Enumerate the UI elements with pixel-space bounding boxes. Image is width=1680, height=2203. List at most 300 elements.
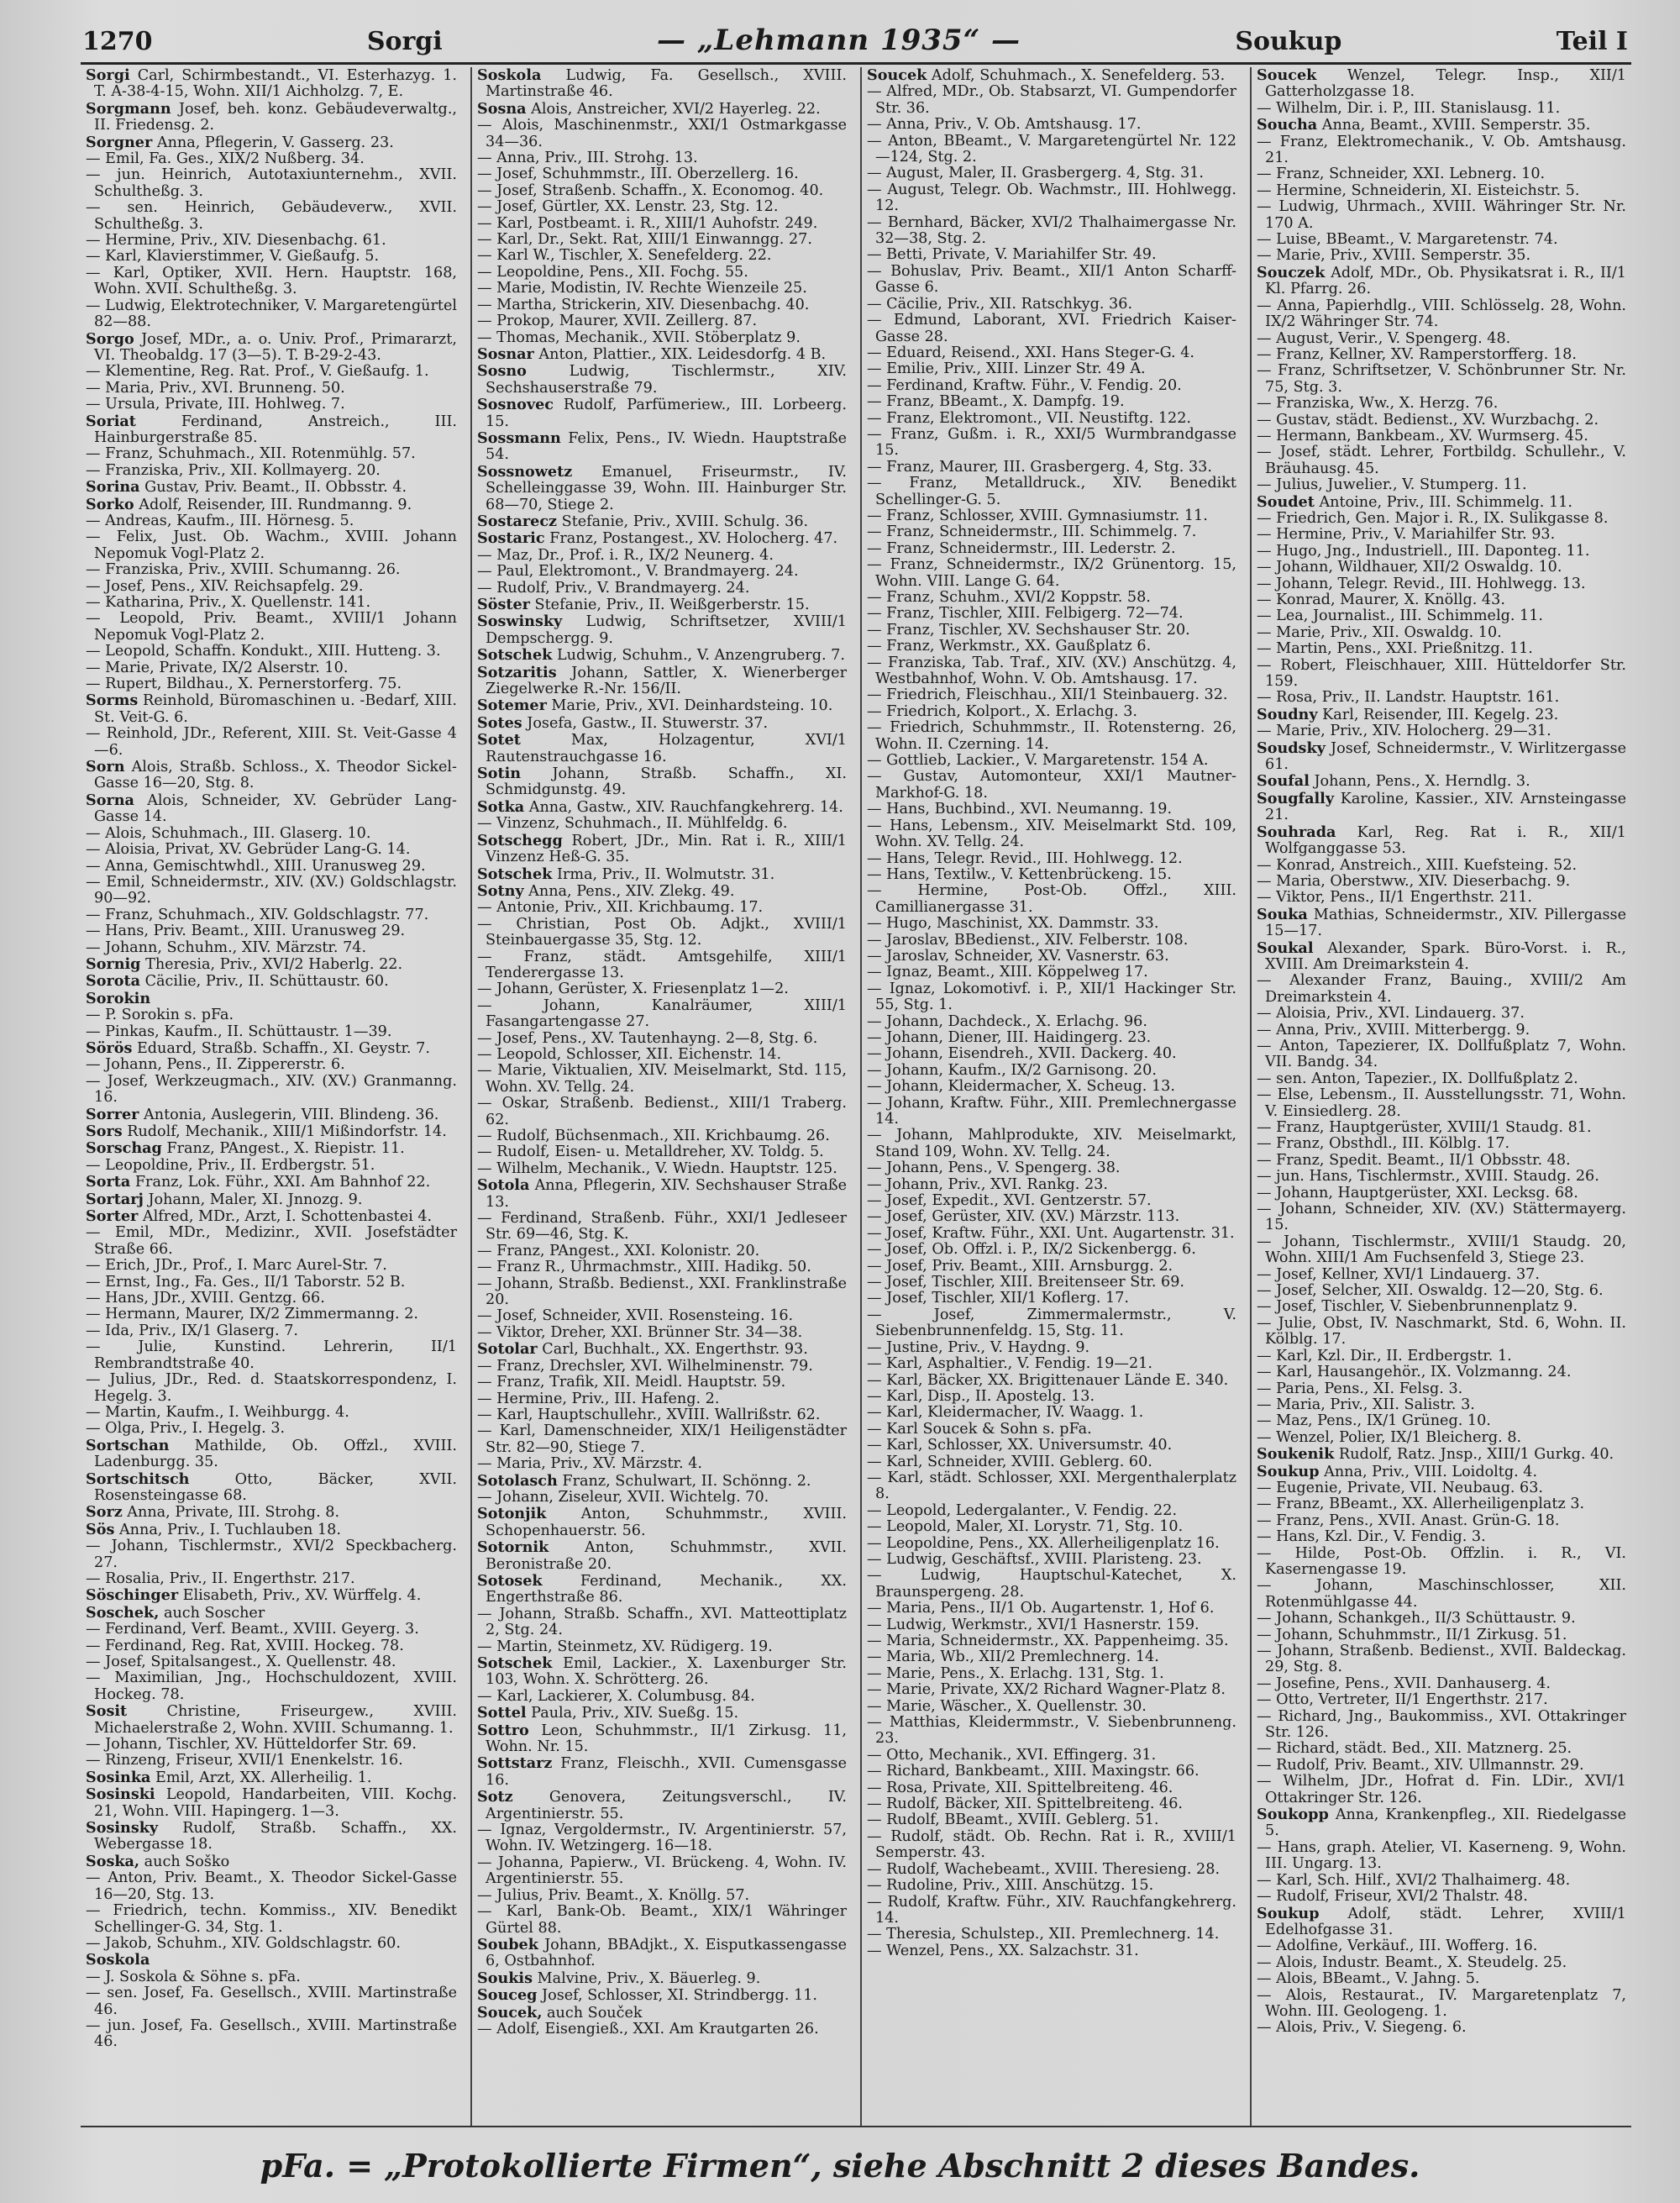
directory-entry: — Franz, Tischler, XV. Sechshauser Str. 20. — [867, 621, 1190, 639]
directory-entry: — Alfred, MDr., Ob. Stabsarzt, VI. Gumpendorfer Str. 36. — [867, 83, 1236, 117]
directory-entry: — Josef, Werkzeugmach., XIV. (XV.) Granmanng. 16. — [86, 1072, 457, 1107]
column-1 — [81, 67, 462, 2126]
directory-entry: — Hans, Telegr. Revid., III. Hohlwegg. 12. — [867, 849, 1183, 867]
directory-entry: — Rudoline, Priv., XIII. Anschützg. 15. — [867, 1877, 1154, 1895]
directory-entry: — Franz, Schuhmach., XII. Rotenmühlg. 57. — [86, 445, 416, 463]
directory-entry: Soukenik Rudolf, Ratz. Jnsp., XIII/1 Gurkg. 40. — [1257, 1445, 1614, 1464]
directory-entry: — Hermann, Maurer, IX/2 Zimmermanng. 2. — [86, 1306, 418, 1323]
header-rule — [81, 62, 1631, 65]
directory-entry: — Christian, Post Ob. Adjkt., XVIII/1 Steinbauergasse 35, Stg. 12. — [477, 915, 847, 949]
directory-entry: — Anton, Tapezierer, IX. Dollfußplatz 7, Wohn. VII. Bandg. 34. — [1257, 1037, 1626, 1071]
directory-entry: Söschinger Elisabeth, Priv., XV. Würffelg. 4. — [86, 1586, 422, 1605]
directory-entry: — August, Verir., V. Spengerg. 48. — [1257, 329, 1511, 347]
directory-entry: Sotosek Ferdinand, Mechanik., XX. Engerthstraße 86. — [477, 1571, 847, 1606]
directory-entry: Sosnovec Rudolf, Parfümeriew., III. Lorbeerg. 15. — [477, 396, 847, 430]
directory-entry: — Wilhelm, JDr., Hofrat d. Fin. LDir., XVI/1 Ottakringer Str. 126. — [1257, 1773, 1626, 1806]
directory-entry: — Anna, Priv., V. Ob. Amtshausg. 17. — [867, 116, 1142, 134]
directory-entry: — Leopoldine, Priv., II. Erdbergstr. 51. — [86, 1156, 375, 1174]
directory-entry: — Franz, Schneidermstr., III. Lederstr. 2. — [867, 539, 1176, 557]
directory-entry: — Johann, Eisendreh., XVII. Dackerg. 40. — [867, 1045, 1177, 1063]
directory-entry: Soska, auch Soško — [86, 1852, 230, 1870]
directory-entry: — Marie, Priv., XII. Oswaldg. 10. — [1257, 623, 1502, 641]
directory-entry: Sotschek Ludwig, Schuhm., V. Anzengruberg. 7. — [477, 646, 845, 665]
directory-entry: Soucek Wenzel, Telegr. Insp., XII/1 Gatterholzgasse 18. — [1257, 67, 1626, 101]
directory-entry: — Pinkas, Kaufm., II. Schüttaustr. 1—39. — [86, 1023, 392, 1040]
directory-entry: — Hermine, Post-Ob. Offzl., XIII. Camillianergasse 31. — [867, 882, 1236, 916]
directory-entry: — Anna, Priv., XVIII. Mitterbergg. 9. — [1257, 1021, 1530, 1038]
directory-entry: — Josef, Priv. Beamt., XIII. Arnsburgg. 2. — [867, 1257, 1173, 1275]
directory-entry: Sornig Theresia, Priv., XVI/2 Haberlg. 22. — [86, 954, 403, 973]
page-number: 1270 — [82, 27, 153, 56]
directory-entry: — Karl, Kleidermacher, IV. Waagg. 1. — [867, 1404, 1144, 1422]
directory-entry: — Leopold, Maler, XI. Lorystr. 71, Stg. 10. — [867, 1518, 1184, 1536]
directory-entry: Soufal Johann, Pens., X. Herndlg. 3. — [1257, 772, 1530, 791]
directory-entry: — Ferdinand, Straßenb. Führ., XXI/1 Jedleseer Str. 69—46, Stg. K. — [477, 1210, 847, 1243]
directory-entry: — Hilde, Post-Ob. Offzlin. i. R., VI. Kasernengasse 19. — [1257, 1544, 1626, 1578]
directory-entry: — Josef, Kellner, XVI/1 Lindauerg. 37. — [1257, 1265, 1540, 1283]
directory-entry: — Franz, PAngest., XXI. Kolonistr. 20. — [477, 1242, 760, 1259]
directory-entry: — Johann, Straßb. Schaffn., XVI. Matteottiplatz 2, Stg. 24. — [477, 1605, 847, 1639]
directory-entry: — Josef, Expedit., XVI. Gentzerstr. 57. — [867, 1192, 1152, 1210]
directory-entry: — Franz, städt. Amtsgehilfe, XIII/1 Tenderergasse 13. — [477, 948, 847, 981]
directory-entry: — Franziska, Tab. Traf., XIV. (XV.) Anschützg. 4, Westbahnhof, Wohn. V. Ob. Amtshausg. 17. — [867, 654, 1236, 688]
directory-entry: — Johann, Schankgeh., II/3 Schüttaustr. 9. — [1257, 1610, 1576, 1627]
directory-entry: Sotz Genovera, Zeitungsverschl., IV. Argentinierstr. 55. — [477, 1788, 847, 1822]
directory-entry: — Johann, Gerüster, X. Friesenplatz 1—2. — [477, 981, 789, 998]
directory-entry: — Rudolf, Eisen- u. Metalldreher, XV. Toldg. 5. — [477, 1144, 824, 1161]
directory-entry: — Johann, Telegr. Revid., III. Hohlwegg. 13. — [1257, 575, 1586, 592]
directory-entry: Soukis Malvine, Priv., X. Bäuerleg. 9. — [477, 1969, 761, 1987]
directory-entry: — Maria, Priv., XV. Märzstr. 4. — [477, 1455, 702, 1473]
directory-entry: — sen. Anton, Tapezier., IX. Dollfußplatz 2. — [1257, 1070, 1578, 1087]
directory-entry: — Karl, Lackierer, X. Columbusg. 84. — [477, 1687, 755, 1705]
directory-entry: — Franz, Schuhm., XVI/2 Koppstr. 58. — [867, 589, 1151, 606]
directory-entry: — Johann, Hauptgerüster, XXI. Lecksg. 68. — [1257, 1184, 1578, 1201]
directory-entry: — Johann, Dachdeck., X. Erlachg. 96. — [867, 1012, 1147, 1030]
directory-entry: — Viktor, Dreher, XXI. Brünner Str. 34—38. — [477, 1323, 803, 1341]
directory-entry: — Franz, Maurer, III. Grasbergerg. 4, Stg. 33. — [867, 458, 1212, 476]
directory-entry: — Hans, Textilw., V. Kettenbrückeng. 15. — [867, 865, 1172, 883]
directory-entry: — Johann, Straßb. Bedienst., XXI. Franklinstraße 20. — [477, 1275, 847, 1309]
directory-entry: — Ernst, Ing., Fa. Ges., II/1 Taborstr. 52 B. — [86, 1273, 406, 1291]
directory-entry: — Thomas, Mechanik., XVII. Stöberplatz 9. — [477, 329, 801, 346]
directory-entry: Sorina Gustav, Priv. Beamt., II. Obbsstr. 4. — [86, 478, 407, 497]
directory-entry: — Josef, Tischler, V. Siebenbrunnenplatz 9. — [1257, 1298, 1578, 1316]
directory-entry: — Karl, Sch. Hilf., XVI/2 Thalhaimerg. 48. — [1257, 1871, 1571, 1889]
part-label: Teil I — [1556, 27, 1628, 56]
directory-entry: — Karl, Schneider, XVIII. Geblerg. 60. — [867, 1453, 1152, 1470]
directory-entry: — Anton, BBeamt., V. Margaretengürtel Nr. 122—124, Stg. 2. — [867, 132, 1236, 166]
directory-entry: Sosnar Anton, Plattier., XIX. Leidesdorfg. 4 B. — [477, 344, 827, 363]
directory-entry: — Maz, Pens., IX/1 Grüneg. 10. — [1257, 1412, 1491, 1430]
directory-entry: — Emilie, Priv., XIII. Linzer Str. 49 A. — [867, 360, 1146, 378]
directory-entry: — Hans, graph. Atelier, VI. Kaserneng. 9, Wohn. III. Ungarg. 13. — [1257, 1838, 1626, 1873]
directory-entry: — Wenzel, Polier, IX/1 Bleicherg. 8. — [1257, 1428, 1522, 1446]
directory-entry: — Eduard, Reisend., XXI. Hans Steger-G. 4. — [867, 344, 1195, 361]
directory-entry: Sorgo Josef, MDr., a. o. Univ. Prof., Primararzt, VI. Theobaldg. 17 (3—5). T. B-29-2-43. — [86, 329, 457, 364]
directory-entry: Sotes Josefa, Gastw., II. Stuwerstr. 37. — [477, 713, 769, 732]
directory-entry: Sosinka Emil, Arzt, XX. Allerheilig. 1. — [86, 1768, 372, 1786]
directory-entry: — Josef, Gerüster, XIV. (XV.) Märzstr. 113. — [867, 1208, 1180, 1226]
directory-entry: — Franz, Obsthdl., III. Kölblg. 17. — [1257, 1135, 1510, 1153]
directory-entry: — Rudolf, Bäcker, XII. Spittelbreiteng. 46. — [867, 1796, 1184, 1813]
directory-entry: — Franz, Pens., XVII. Anast. Grün-G. 18. — [1257, 1512, 1560, 1529]
directory-entry: — Josef, städt. Lehrer, Fortbildg. Schullehr., V. Bräuhausg. 45. — [1257, 444, 1626, 477]
directory-entry: — Rudolf, Wachebeamt., XVIII. Theresieng. 28. — [867, 1860, 1221, 1878]
directory-entry: — Anna, Gemischtwhdl., XIII. Uranusweg 29. — [86, 857, 426, 875]
directory-entry: — Friedrich, Kolport., X. Erlachg. 3. — [867, 702, 1138, 720]
directory-entry: Söster Stefanie, Priv., II. Weißgerberstr. 15. — [477, 596, 810, 613]
directory-entry: — Adolfine, Verkäuf., III. Wofferg. 16. — [1257, 1937, 1538, 1955]
directory-entry: — Ludwig, Elektrotechniker, V. Margaretengürtel 82—88. — [86, 297, 457, 331]
directory-entry: — Marie, Modistin, IV. Rechte Wienzeile 25. — [477, 280, 807, 297]
directory-entry: — Marie, Priv., XIV. Holocherg. 29—31. — [1257, 723, 1551, 740]
directory-entry: Sougfally Karoline, Kassier., XIV. Arnsteingasse 21. — [1257, 789, 1626, 824]
directory-entry: — Hans, Lebensm., XIV. Meiselmarkt Std. 109, Wohn. XV. Tellg. 24. — [867, 817, 1236, 851]
directory-entry: — Alois, Industr. Beamt., X. Steudelg. 25. — [1257, 1953, 1567, 1971]
directory-entry: — Johann, Straßenb. Bedienst., XVII. Baldeckag. 29, Stg. 8. — [1257, 1643, 1626, 1676]
directory-entry: — Karl, Dr., Sekt. Rat, XIII/1 Einwanngg. 27. — [477, 231, 812, 249]
directory-entry: — Franz, BBeamt., X. Dampfg. 19. — [867, 393, 1125, 411]
footer-rule — [81, 2126, 1631, 2127]
directory-entry: — Ferdinand, Reg. Rat, XVIII. Hockeg. 78. — [86, 1637, 404, 1654]
directory-entry: — Franz, Metalldruck., XIV. Benedikt Schellinger-G. 5. — [867, 475, 1236, 508]
directory-entry: Soubek Johann, BBAdjkt., X. Eisputkassengasse 6, Ostbahnhof. — [477, 1935, 847, 1970]
directory-entry: — Alois, Maschinenmstr., XXI/1 Ostmarkgasse 34—36. — [477, 117, 847, 150]
directory-entry: — Friedrich, Gen. Major i. R., IX. Sulikgasse 8. — [1257, 509, 1609, 527]
directory-entry: Sosno Ludwig, Tischlermstr., XIV. Sechshauserstraße 79. — [477, 362, 847, 397]
directory-entry: — Franz, Spedit. Beamt., II/1 Obbsstr. 48. — [1257, 1151, 1571, 1169]
directory-entry: — Marie, Priv., XVIII. Semperstr. 35. — [1257, 247, 1531, 265]
directory-entry: — Johann, Tischlermstr., XVI/2 Speckbacherg. 27. — [86, 1538, 457, 1571]
directory-entry: — Hans, JDr., XVIII. Gentzg. 66. — [86, 1290, 325, 1307]
directory-entry: — Anna, Priv., III. Strohg. 13. — [477, 150, 698, 167]
directory-entry: — Otto, Vertreter, II/1 Engerthstr. 217. — [1257, 1691, 1548, 1709]
directory-entry: Sorschag Franz, PAngest., X. Riepistr. 11. — [86, 1139, 405, 1158]
directory-entry: Sorgner Anna, Pflegerin, V. Gasserg. 23. — [86, 133, 394, 151]
directory-entry: — Franz, Kellner, XV. Ramperstorfferg. 18. — [1257, 345, 1577, 363]
directory-entry: — Erich, JDr., Prof., I. Marc Aurel-Str. 7. — [86, 1257, 387, 1275]
directory-entry: — Bernhard, Bäcker, XVI/2 Thalhaimergasse Nr. 32—38, Stg. 2. — [867, 213, 1236, 248]
directory-entry: — Franz, BBeamt., XX. Allerheiligenplatz 3. — [1257, 1496, 1585, 1513]
directory-entry: — Karl, Schlosser, XX. Universumstr. 40. — [867, 1437, 1173, 1454]
directory-entry: — Maria, Oberstww., XIV. Dieserbachg. 9. — [1257, 872, 1571, 890]
directory-entry: — Rudolf, Priv. Beamt., XIV. Ullmannstr. 29. — [1257, 1756, 1584, 1774]
directory-entry: — Josef, Kraftw. Führ., XXI. Unt. Augartenstr. 31. — [867, 1224, 1235, 1242]
directory-entry: Souhrada Karl, Reg. Rat i. R., XII/1 Wolfganggasse 53. — [1257, 823, 1626, 858]
directory-entry: — Friedrich, Fleischhau., XII/1 Steinbauerg. 32. — [867, 686, 1228, 704]
directory-entry: — Josef, Spitalsangest., X. Quellenstr. 48. — [86, 1654, 396, 1670]
directory-entry: — Jaroslav, BBedienst., XIV. Felberstr. 108. — [867, 931, 1189, 949]
directory-entry: Soukup Anna, Priv., VIII. Loidoltg. 4. — [1257, 1462, 1538, 1480]
directory-entry: — Wilhelm, Mechanik., V. Wiedn. Hauptstr. 125. — [477, 1159, 837, 1177]
directory-entry: — Josef, Zimmermalermstr., V. Siebenbrunnenfeldg. 15, Stg. 11. — [867, 1306, 1236, 1340]
directory-entry: Sorota Cäcilie, Priv., II. Schüttaustr. 60. — [86, 972, 389, 991]
directory-entry: — Hermine, Priv., V. Mariahilfer Str. 93. — [1257, 526, 1556, 544]
directory-entry: — Vinzenz, Schuhmach., II. Mühlfeldg. 6. — [477, 815, 788, 833]
directory-entry: — P. Sorokin s. pFa. — [86, 1007, 234, 1024]
directory-entry: Sorn Alois, Straßb. Schloss., X. Theodor Sickel-Gasse 16—20, Stg. 8. — [86, 758, 457, 792]
directory-entry: — Paul, Elektromont., V. Brandmayerg. 24. — [477, 563, 799, 581]
directory-entry: — Marie, Pens., X. Erlachg. 131, Stg. 1. — [867, 1664, 1164, 1682]
directory-entry: Sotschegg Robert, JDr., Min. Rat i. R., XIII/1 Vinzenz Heß-G. 35. — [477, 831, 847, 866]
directory-entry: — sen. Heinrich, Gebäudeverw., XVII. Schultheßg. 3. — [86, 199, 457, 233]
directory-entry: Sotolasch Franz, Schulwart, II. Schönng. 2. — [477, 1471, 811, 1490]
directory-entry: — Antonie, Priv., XII. Krichbaumg. 17. — [477, 899, 764, 917]
directory-entry: Sotonjik Anton, Schuhmmstr., XVIII. Schopenhauerstr. 56. — [477, 1505, 847, 1539]
directory-entry: Soukup Adolf, städt. Lehrer, XVIII/1 Edelhofgasse 31. — [1257, 1904, 1626, 1938]
directory-entry: — Julie, Kunstind. Lehrerin, II/1 Rembrandtstraße 40. — [86, 1338, 457, 1372]
directory-entry: Sös Anna, Priv., I. Tuchlauben 18. — [86, 1520, 341, 1538]
directory-entry: — Maria, Schneidermstr., XX. Pappenheimg. 35. — [867, 1633, 1229, 1649]
directory-entry: — Friedrich, Schuhmmstr., II. Rotensterng. 26, Wohn. II. Czerning. 14. — [867, 719, 1236, 753]
directory-entry: — August, Maler, II. Grasbergerg. 4, Stg. 31. — [867, 165, 1204, 182]
directory-entry: — Hermine, Schneiderin, XI. Eisteichstr. 5. — [1257, 181, 1580, 199]
directory-entry: — Franz, Schneider, XXI. Lebnerg. 10. — [1257, 166, 1546, 183]
directory-entry: — Franziska, Priv., XVIII. Schumanng. 26. — [86, 561, 401, 579]
directory-entry: — Maria, Priv., XII. Salistr. 3. — [1257, 1396, 1475, 1413]
directory-entry: — Aloisia, Priv., XVI. Lindauerg. 37. — [1257, 1005, 1525, 1023]
directory-entry: — Karl, Damenschneider, XIX/1 Heiligenstädter Str. 82—90, Stiege 7. — [477, 1422, 847, 1456]
directory-entry: Soukopp Anna, Krankenpfleg., XII. Riedelgasse 5. — [1257, 1806, 1626, 1840]
directory-entry: — Johann, Tischler, XV. Hütteldorfer Str. 69. — [86, 1736, 417, 1753]
directory-entry: — Josef, Schneider, XVII. Rosensteing. 16. — [477, 1307, 794, 1325]
directory-entry: — Jakob, Schuhm., XIV. Goldschlagstr. 60. — [86, 1934, 401, 1952]
directory-entry: — Cäcilie, Priv., XII. Ratschkyg. 36. — [867, 295, 1133, 313]
directory-entry: Sosna Alois, Anstreicher, XVI/2 Hayerleg. 22. — [477, 99, 821, 118]
directory-entry: — Rudolf, Kraftw. Führ., XIV. Rauchfangkehrerg. 14. — [867, 1893, 1236, 1927]
directory-entry: Soswinsky Ludwig, Schriftsetzer, XVIII/1 Dempschergg. 9. — [477, 613, 847, 647]
directory-entry: Sottel Paula, Priv., XIV. Sueßg. 15. — [477, 1704, 739, 1722]
directory-entry: — Bohuslav, Priv. Beamt., XII/1 Anton Scharff-Gasse 6. — [867, 262, 1236, 297]
directory-entry: Soucha Anna, Beamt., XVIII. Semperstr. 35. — [1257, 116, 1591, 134]
column-2 — [470, 67, 852, 2126]
directory-entry: — Johann, Wildhauer, XII/2 Oswaldg. 10. — [1257, 559, 1562, 576]
directory-entry: — Johann, Pens., V. Spengerg. 38. — [867, 1159, 1121, 1177]
directory-entry: — Ludwig, Werkmstr., XVI/1 Hasnerstr. 159. — [867, 1616, 1200, 1633]
directory-entry: — Karl W., Tischler, X. Senefelderg. 22. — [477, 247, 772, 265]
directory-entry: — Konrad, Anstreich., XIII. Kuefsteing. 52. — [1257, 856, 1578, 874]
directory-entry: — Franziska, Ww., X. Herzg. 76. — [1257, 395, 1499, 413]
directory-entry: — Alois, BBeamt., V. Jahng. 5. — [1257, 1970, 1480, 1988]
directory-entry: — Karl, Kzl. Dir., II. Erdbergstr. 1. — [1257, 1347, 1512, 1364]
directory-entry: — Marie, Viktualien, XIV. Meiselmarkt, Std. 115, Wohn. XV. Tellg. 24. — [477, 1062, 847, 1096]
directory-entry: — Johann, Mahlprodukte, XIV. Meiselmarkt, Stand 109, Wohn. XV. Tellg. 24. — [867, 1127, 1236, 1160]
directory-entry: — Friedrich, techn. Kommiss., XIV. Benedikt Schellinger-G. 34, Stg. 1. — [86, 1902, 457, 1936]
directory-entry: — Julius, JDr., Red. d. Staatskorrespondenz, I. Hegelg. 3. — [86, 1371, 457, 1405]
directory-entry: Souka Mathias, Schneidermstr., XIV. Pillergasse 15—17. — [1257, 905, 1626, 940]
directory-entry: Sorrer Antonia, Auslegerin, VIII. Blindeng. 36. — [86, 1105, 439, 1123]
directory-entry: Sorz Anna, Private, III. Strohg. 8. — [86, 1503, 340, 1522]
directory-entry: — Josef, Tischler, XII/1 Koflerg. 17. — [867, 1290, 1130, 1307]
directory-entry: — Franz, Schuhmach., XIV. Goldschlagstr. 77. — [86, 906, 429, 923]
directory-entry: — Karl, städt. Schlosser, XXI. Mergenthalerplatz 8. — [867, 1469, 1236, 1503]
directory-entry: — Hermine, Priv., XIV. Diesenbachg. 61. — [86, 232, 386, 250]
directory-entry: — Ida, Priv., IX/1 Glaserg. 7. — [86, 1322, 299, 1339]
directory-entry: — Franz, Drechsler, XVI. Wilhelminenstr. 79. — [477, 1357, 813, 1375]
directory-entry: — Rosa, Private, XII. Spittelbreiteng. 46. — [867, 1779, 1173, 1796]
page-header — [82, 24, 1628, 64]
directory-entry: Sotschek Irma, Priv., II. Wolmutstr. 31. — [477, 865, 775, 883]
directory-entry: — Robert, Fleischhauer, XIII. Hütteldorfer Str. 159. — [1257, 656, 1626, 691]
directory-entry: — Martin, Kaufm., I. Weihburgg. 4. — [86, 1403, 349, 1421]
directory-entry: — Hugo, Maschinist, XX. Dammstr. 33. — [867, 915, 1159, 933]
directory-entry: — Karl, Hausangehör., IX. Volzmanng. 24. — [1257, 1364, 1572, 1381]
directory-entry: — Ignaz, Vergoldermstr., IV. Argentinierstr. 57, Wohn. IV. Wetzingerg. 16—18. — [477, 1822, 847, 1855]
directory-entry: Sottro Leon, Schuhmmstr., II/1 Zirkusg. 11, Wohn. Nr. 15. — [477, 1721, 847, 1756]
directory-entry: Sosinsky Rudolf, Straßb. Schaffn., XX. Webergasse 18. — [86, 1819, 457, 1853]
directory-entry: — Leopold, Schlosser, XII. Eichenstr. 14. — [477, 1045, 782, 1063]
directory-entry: — Franz, Schlosser, XVIII. Gymnasiumstr. 11. — [867, 507, 1208, 524]
directory-entry: — Franz, Gußm. i. R., XXI/5 Wurmbrandgasse 15. — [867, 425, 1236, 460]
directory-entry: — Johann, Kaufm., IX/2 Garnisong. 20. — [867, 1061, 1157, 1079]
directory-entry: — Emil, Schneidermstr., XIV. (XV.) Goldschlagstr. 90—92. — [86, 873, 457, 907]
directory-entry: — Rudolf, städt. Ob. Rechn. Rat i. R., XVIII/1 Semperstr. 43. — [867, 1827, 1236, 1862]
directory-entry: Sotornik Anton, Schuhmmstr., XVII. Beronistraße 20. — [477, 1538, 847, 1573]
directory-entry: — Franz, Schriftsetzer, V. Schönbrunner Str. Nr. 75, Stg. 3. — [1257, 362, 1626, 396]
directory-entry: Sotola Anna, Pflegerin, XIV. Sechshauser Straße 13. — [477, 1176, 847, 1211]
directory-entry: — Hans, Kzl. Dir., V. Fendig. 3. — [1257, 1528, 1486, 1546]
directory-entry: Sottstarz Franz, Fleischh., XVII. Cumensgasse 16. — [477, 1754, 847, 1789]
directory-entry: — Anna, Papierhdlg., VIII. Schlösselg. 28, Wohn. IX/2 Währinger Str. 74. — [1257, 297, 1626, 331]
directory-entry: — Wilhelm, Dir. i. P., III. Stanislausg. 11. — [1257, 99, 1561, 117]
directory-entry: — Marie, Private, IX/2 Alserstr. 10. — [86, 659, 349, 676]
directory-entry: — Rudolf, Büchsenmach., XII. Krichbaumg. 26. — [477, 1128, 830, 1144]
directory-entry: — Johann, Kraftw. Führ., XIII. Premlechnergasse 14. — [867, 1094, 1236, 1128]
directory-entry: — Alois, Restaurat., IV. Margaretenplatz 7, Wohn. III. Geologeng. 1. — [1257, 1986, 1626, 2020]
directory-entry: — Prokop, Maurer, XVII. Zeillerg. 87. — [477, 313, 758, 330]
directory-entry: — Franz, Schneidermstr., IX/2 Grünentorg. 15, Wohn. VIII. Lange G. 64. — [867, 556, 1236, 590]
directory-entry: Sotschek Emil, Lackier., X. Laxenburger Str. 103, Wohn. X. Schrötterg. 26. — [477, 1654, 847, 1689]
directory-entry: — Konrad, Maurer, X. Knöllg. 43. — [1257, 591, 1505, 608]
directory-entry: Sorta Franz, Lok. Führ., XXI. Am Bahnhof 22. — [86, 1173, 431, 1191]
directory-entry: — Johann, Pens., II. Zippererstr. 6. — [86, 1056, 345, 1074]
directory-entry: Soschek, auch Soscher — [86, 1603, 265, 1622]
directory-entry: — Karl, Bank-Ob. Beamt., XIX/1 Währinger Gürtel 88. — [477, 1903, 847, 1937]
directory-entry: — Johann, Maschinschlosser, XII. Rotenmühlgasse 44. — [1257, 1577, 1626, 1611]
directory-entry: Soucek, auch Souček — [477, 2003, 643, 2022]
directory-entry: Sotin Johann, Straßb. Schaffn., XI. Schmidgunstg. 49. — [477, 765, 847, 799]
directory-entry: Souceg Josef, Schlosser, XI. Strindbergg. 11. — [477, 1986, 817, 2005]
directory-entry: — Maria, Priv., XVI. Brunneng. 50. — [86, 379, 345, 397]
directory-entry: — Ignaz, Beamt., XIII. Köppelweg 17. — [867, 964, 1148, 981]
directory-entry: — Julius, Juwelier., V. Stumperg. 11. — [1257, 476, 1527, 494]
directory-entry: — Franz, Trafik, XII. Meidl. Hauptstr. 59. — [477, 1374, 786, 1391]
directory-entry: — Klementine, Reg. Rat. Prof., V. Gießaufg. 1. — [86, 363, 429, 381]
directory-entry: — Johann, Kanalräumer, XIII/1 Fasangartengasse 27. — [477, 996, 847, 1031]
directory-entry: — Maria, Pens., II/1 Ob. Augartenstr. 1, Hof 6. — [867, 1600, 1215, 1617]
directory-entry: Sotzaritis Johann, Sattler, X. Wienerberger Ziegelwerke R.-Nr. 156/II. — [477, 663, 847, 698]
directory-entry: — Justine, Priv., V. Haydng. 9. — [867, 1338, 1090, 1356]
directory-entry: Soskola — [86, 1951, 150, 1969]
directory-entry: — Theresia, Schulstep., XII. Premlechnerg. 14. — [867, 1926, 1220, 1943]
directory-entry: — Johann, Diener, III. Haidingerg. 23. — [867, 1028, 1152, 1046]
directory-entry: — Franz R., Uhrmachmstr., XIII. Hadikg. 50. — [477, 1259, 811, 1276]
directory-entry: — Johann, Tischlermstr., XVIII/1 Staudg. 20, Wohn. XIII/1 Am Fuchsenfeld 3, Stiege 23. — [1257, 1233, 1626, 1267]
directory-entry: — Gustav, städt. Bedienst., XV. Wurzbachg. 2. — [1257, 411, 1599, 429]
directory-entry: — Jaroslav, Schneider, XV. Vasnerstr. 63. — [867, 947, 1169, 965]
directory-entry: — Josef, Tischler, XIII. Breitenseer Str. 69. — [867, 1274, 1184, 1291]
directory-entry: — Aloisia, Privat, XV. Gebrüder Lang-G. 14. — [86, 841, 411, 859]
directory-entry: Sorgi Carl, Schirmbestandt., VI. Esterhazyg. 1. T. A-38-4-15, Wohn. XII/1 Aichholzg. 7, E. — [86, 67, 457, 101]
directory-entry: — jun. Heinrich, Autotaxiunternehm., XVII. Schultheßg. 3. — [86, 166, 457, 200]
directory-entry: — Johanna, Papierw., VI. Brückeng. 4, Wohn. IV. Argentinierstr. 55. — [477, 1853, 847, 1888]
directory-entry: — Rupert, Bildhau., X. Pernerstorferg. 75. — [86, 676, 402, 693]
directory-entry: — Ludwig, Uhrmach., XVIII. Währinger Str. Nr. 170 A. — [1257, 198, 1626, 232]
directory-entry: — Julius, Priv. Beamt., X. Knöllg. 57. — [477, 1886, 750, 1904]
directory-entry: — Karl, Postbeamt. i. R., XIII/1 Auhofstr. 249. — [477, 214, 818, 232]
directory-entry: Sorter Alfred, MDr., Arzt, I. Schottenbastei 4. — [86, 1207, 433, 1226]
directory-entry: — Alois, Priv., V. Siegeng. 6. — [1257, 2019, 1467, 2037]
directory-entry: — Otto, Mechanik., XVI. Effingerg. 31. — [867, 1746, 1157, 1764]
directory-entry: — Hermine, Priv., III. Hafeng. 2. — [477, 1390, 720, 1407]
directory-entry: — Gottlieb, Lackier., V. Margaretenstr. 154 A. — [867, 752, 1209, 770]
directory-entry: — Felix, Just. Ob. Wachm., XVIII. Johann Nepomuk Vogl-Platz 2. — [86, 528, 457, 562]
directory-entry: — Rudolf, BBeamt., XVIII. Geblerg. 51. — [867, 1811, 1159, 1829]
directory-entry: Soudny Karl, Reisender, III. Kegelg. 23. — [1257, 705, 1559, 723]
directory-entry: — Johann, Ziseleur, XVII. Wichtelg. 70. — [477, 1488, 769, 1506]
directory-entry: — Katharina, Priv., X. Quellenstr. 141. — [86, 594, 371, 611]
directory-entry: — Karl, Asphaltier., V. Fendig. 19—21. — [867, 1355, 1152, 1373]
directory-entry: — Andreas, Kaufm., III. Hörnesg. 5. — [86, 512, 354, 529]
directory-entry: — Rosalia, Priv., II. Engerthstr. 217. — [86, 1569, 355, 1587]
directory-entry: Sosit Christine, Friseurgew., XVIII. Michaelerstraße 2, Wohn. XVIII. Schumanng. 1. — [86, 1702, 457, 1737]
directory-entry: — Josef, Straßenb. Schaffn., X. Economog. 40. — [477, 181, 824, 199]
directory-entry: — Olga, Priv., I. Hegelg. 3. — [86, 1420, 286, 1438]
directory-entry: Soukal Alexander, Spark. Büro-Vorst. i. R., XVIII. Am Dreimarkstein 4. — [1257, 939, 1626, 973]
directory-entry: — Franz, Werkmstr., XX. Gaußplatz 6. — [867, 638, 1152, 655]
publication-title: — „Lehmann 1935“ — — [657, 24, 1021, 57]
directory-entry: — Anton, Priv. Beamt., X. Theodor Sickel-Gasse 16—20, Stg. 13. — [86, 1869, 457, 1903]
directory-entry: — Martin, Steinmetz, XV. Rüdigerg. 19. — [477, 1638, 773, 1655]
directory-entry: — Rosa, Priv., II. Landstr. Hauptstr. 161. — [1257, 689, 1560, 707]
directory-entry: — Gustav, Automonteur, XXI/1 Mautner-Markhof-G. 18. — [867, 768, 1236, 802]
directory-entry: Sorko Adolf, Reisender, III. Rundmanng. 9. — [86, 495, 412, 513]
directory-entry: — Ludwig, Geschäftsf., XVIII. Plaristeng. 23. — [867, 1550, 1202, 1568]
directory-entry: Sors Rudolf, Mechanik., XIII/1 Mißindorfstr. 14. — [86, 1123, 447, 1140]
directory-entry: Sorgmann Josef, beh. konz. Gebäudeverwaltg., II. Friedensg. 2. — [86, 99, 457, 134]
left-keyword: Sorgi — [366, 27, 443, 56]
directory-entry: — sen. Josef, Fa. Gesellsch., XVIII. Martinstraße 46. — [86, 1985, 457, 2018]
directory-entry: Soucek Adolf, Schuhmach., X. Senefelderg. 53. — [867, 67, 1226, 84]
directory-entry: — J. Soskola & Söhne s. pFa. — [86, 1968, 301, 1985]
directory-entry: — Alexander Franz, Bauing., XVIII/2 Am Dreimarkstein 4. — [1257, 972, 1626, 1006]
directory-entry: — Karl, Optiker, XVII. Hern. Hauptstr. 168, Wohn. XVII. Schultheßg. 3. — [86, 264, 457, 298]
directory-entry: — Josef, Gürtler, XX. Lenstr. 23, Stg. 12. — [477, 198, 779, 216]
directory-entry: — Edmund, Laborant, XVI. Friedrich Kaiser-Gasse 28. — [867, 312, 1236, 345]
directory-entry: — Alois, Schuhmach., III. Glaserg. 10. — [86, 824, 371, 842]
directory-entry: — Franz, Tischler, XIII. Felbigerg. 72—74. — [867, 605, 1184, 623]
directory-entry: — Richard, Bankbeamt., XIII. Maxingstr. 66. — [867, 1763, 1200, 1780]
directory-entry: — Josef, Schuhmmstr., III. Oberzellerg. 16. — [477, 166, 799, 183]
directory-entry: — Johann, Schuhmmstr., II/1 Zirkusg. 51. — [1257, 1626, 1567, 1643]
directory-entry: — Leopold, Priv. Beamt., XVIII/1 Johann Nepomuk Vogl-Platz 2. — [86, 610, 457, 644]
directory-entry: — Ferdinand, Kraftw. Führ., V. Fendig. 20. — [867, 376, 1182, 394]
directory-entry: — Maz, Dr., Prof. i. R., IX/2 Neunerg. 4. — [477, 546, 774, 564]
directory-entry: — Rudolf, Friseur, XVI/2 Thalstr. 48. — [1257, 1888, 1528, 1906]
directory-entry: Sortschitsch Otto, Bäcker, XVII. Rosensteingasse 68. — [86, 1470, 457, 1504]
directory-entry: — Johann, Schuhm., XIV. Märzstr. 74. — [86, 939, 367, 956]
directory-entry: Sorokin — [86, 989, 151, 1007]
directory-entry: — Marie, Wäscher., X. Quellenstr. 30. — [867, 1697, 1147, 1715]
directory-entry: — Maximilian, Jng., Hochschuldozent, XVIII. Hockeg. 78. — [86, 1669, 457, 1703]
directory-entry: — Leopoldine, Pens., XII. Fochg. 55. — [477, 263, 748, 281]
directory-entry: Sörös Eduard, Straßb. Schaffn., XI. Geystr. 7. — [86, 1038, 430, 1057]
directory-entry: — Emil, Fa. Ges., XIX/2 Nußberg. 34. — [86, 150, 365, 168]
directory-entry: — Hans, Buchbind., XVI. Neumanng. 19. — [867, 801, 1173, 818]
directory-entry: Sotemer Marie, Priv., XVI. Deinhardsteing. 10. — [477, 697, 833, 715]
directory-entry: Sossnowetz Emanuel, Friseurmstr., IV. Schelleinggasse 39, Wohn. III. Hainburger Str. 68—70, Stiege 2. — [477, 462, 847, 513]
